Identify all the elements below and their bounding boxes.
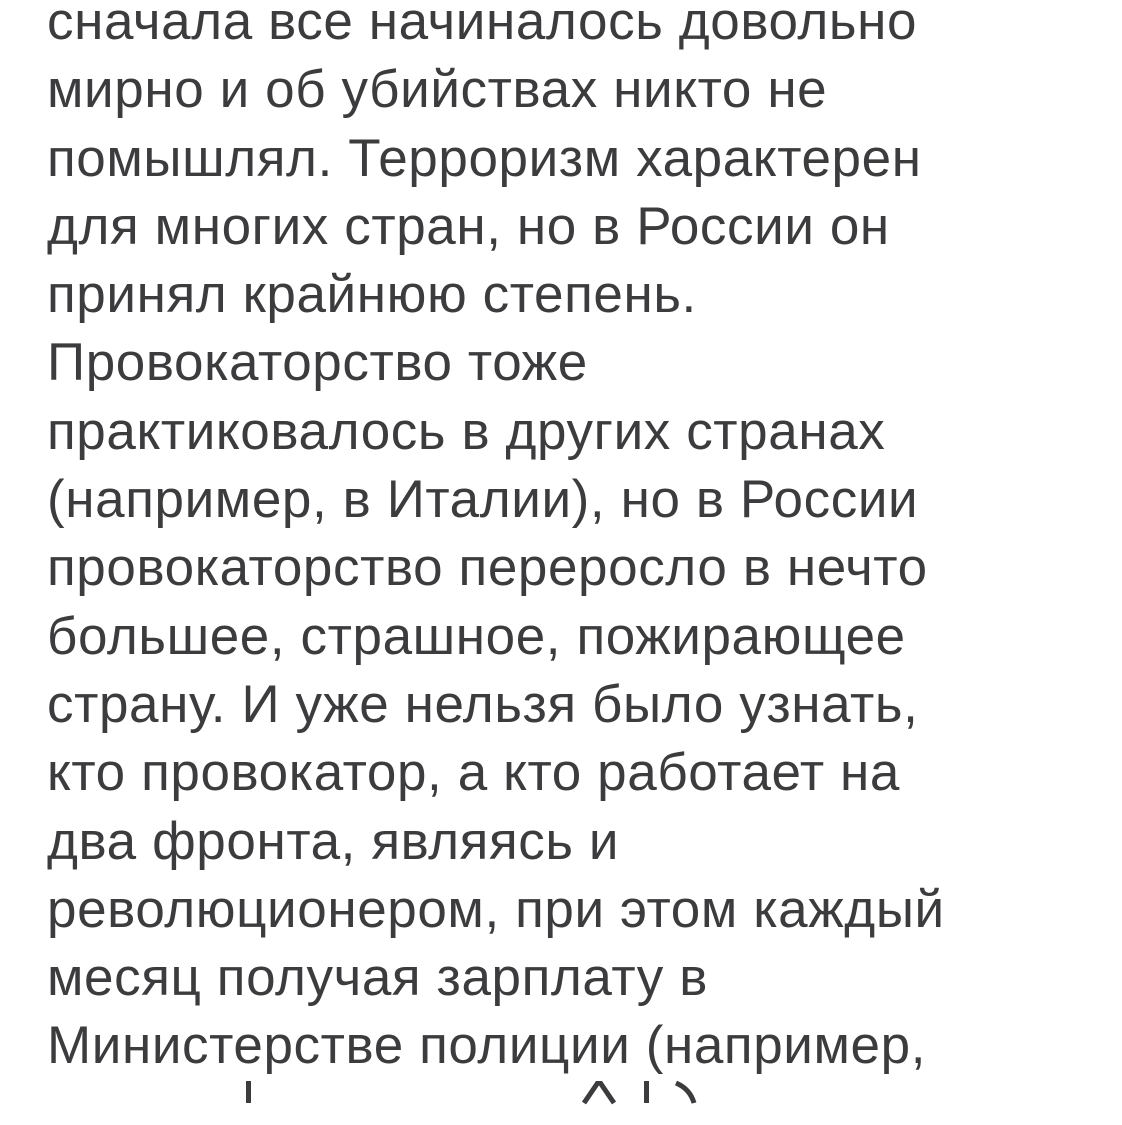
text-line: для многих стран, но в России он xyxy=(47,196,890,256)
text-line: революционером, при этом каждый xyxy=(47,879,945,939)
cut-off-glyph-tops xyxy=(47,1081,1047,1111)
text-line: два фронта, являясь и xyxy=(47,811,620,871)
text-line: Провокаторство тоже xyxy=(47,333,588,393)
text-line: мирно и об убийствах никто не xyxy=(47,60,828,120)
text-line: страну. И уже нельзя было узнать, xyxy=(47,674,919,734)
article-text xyxy=(47,0,1107,1111)
text-line: провокаторство переросло в нечто xyxy=(47,538,928,598)
text-line: помышлял. Терроризм характерен xyxy=(47,128,922,188)
cut-off-text-line xyxy=(47,1081,1107,1111)
text-line: кто провокатор, а кто работает на xyxy=(47,743,900,803)
text-line: Министерстве полиции (например, xyxy=(47,1016,927,1076)
text-line: месяц получая зарплату в xyxy=(47,948,708,1008)
text-line: сначала все начиналось довольно xyxy=(47,0,918,51)
text-line: принял крайнюю степень. xyxy=(47,265,697,325)
text-line: практиковалось в других странах xyxy=(47,401,886,461)
text-line: большее, страшное, пожирающее xyxy=(47,606,906,666)
text-line: (например, в Италии), но в России xyxy=(47,470,919,530)
